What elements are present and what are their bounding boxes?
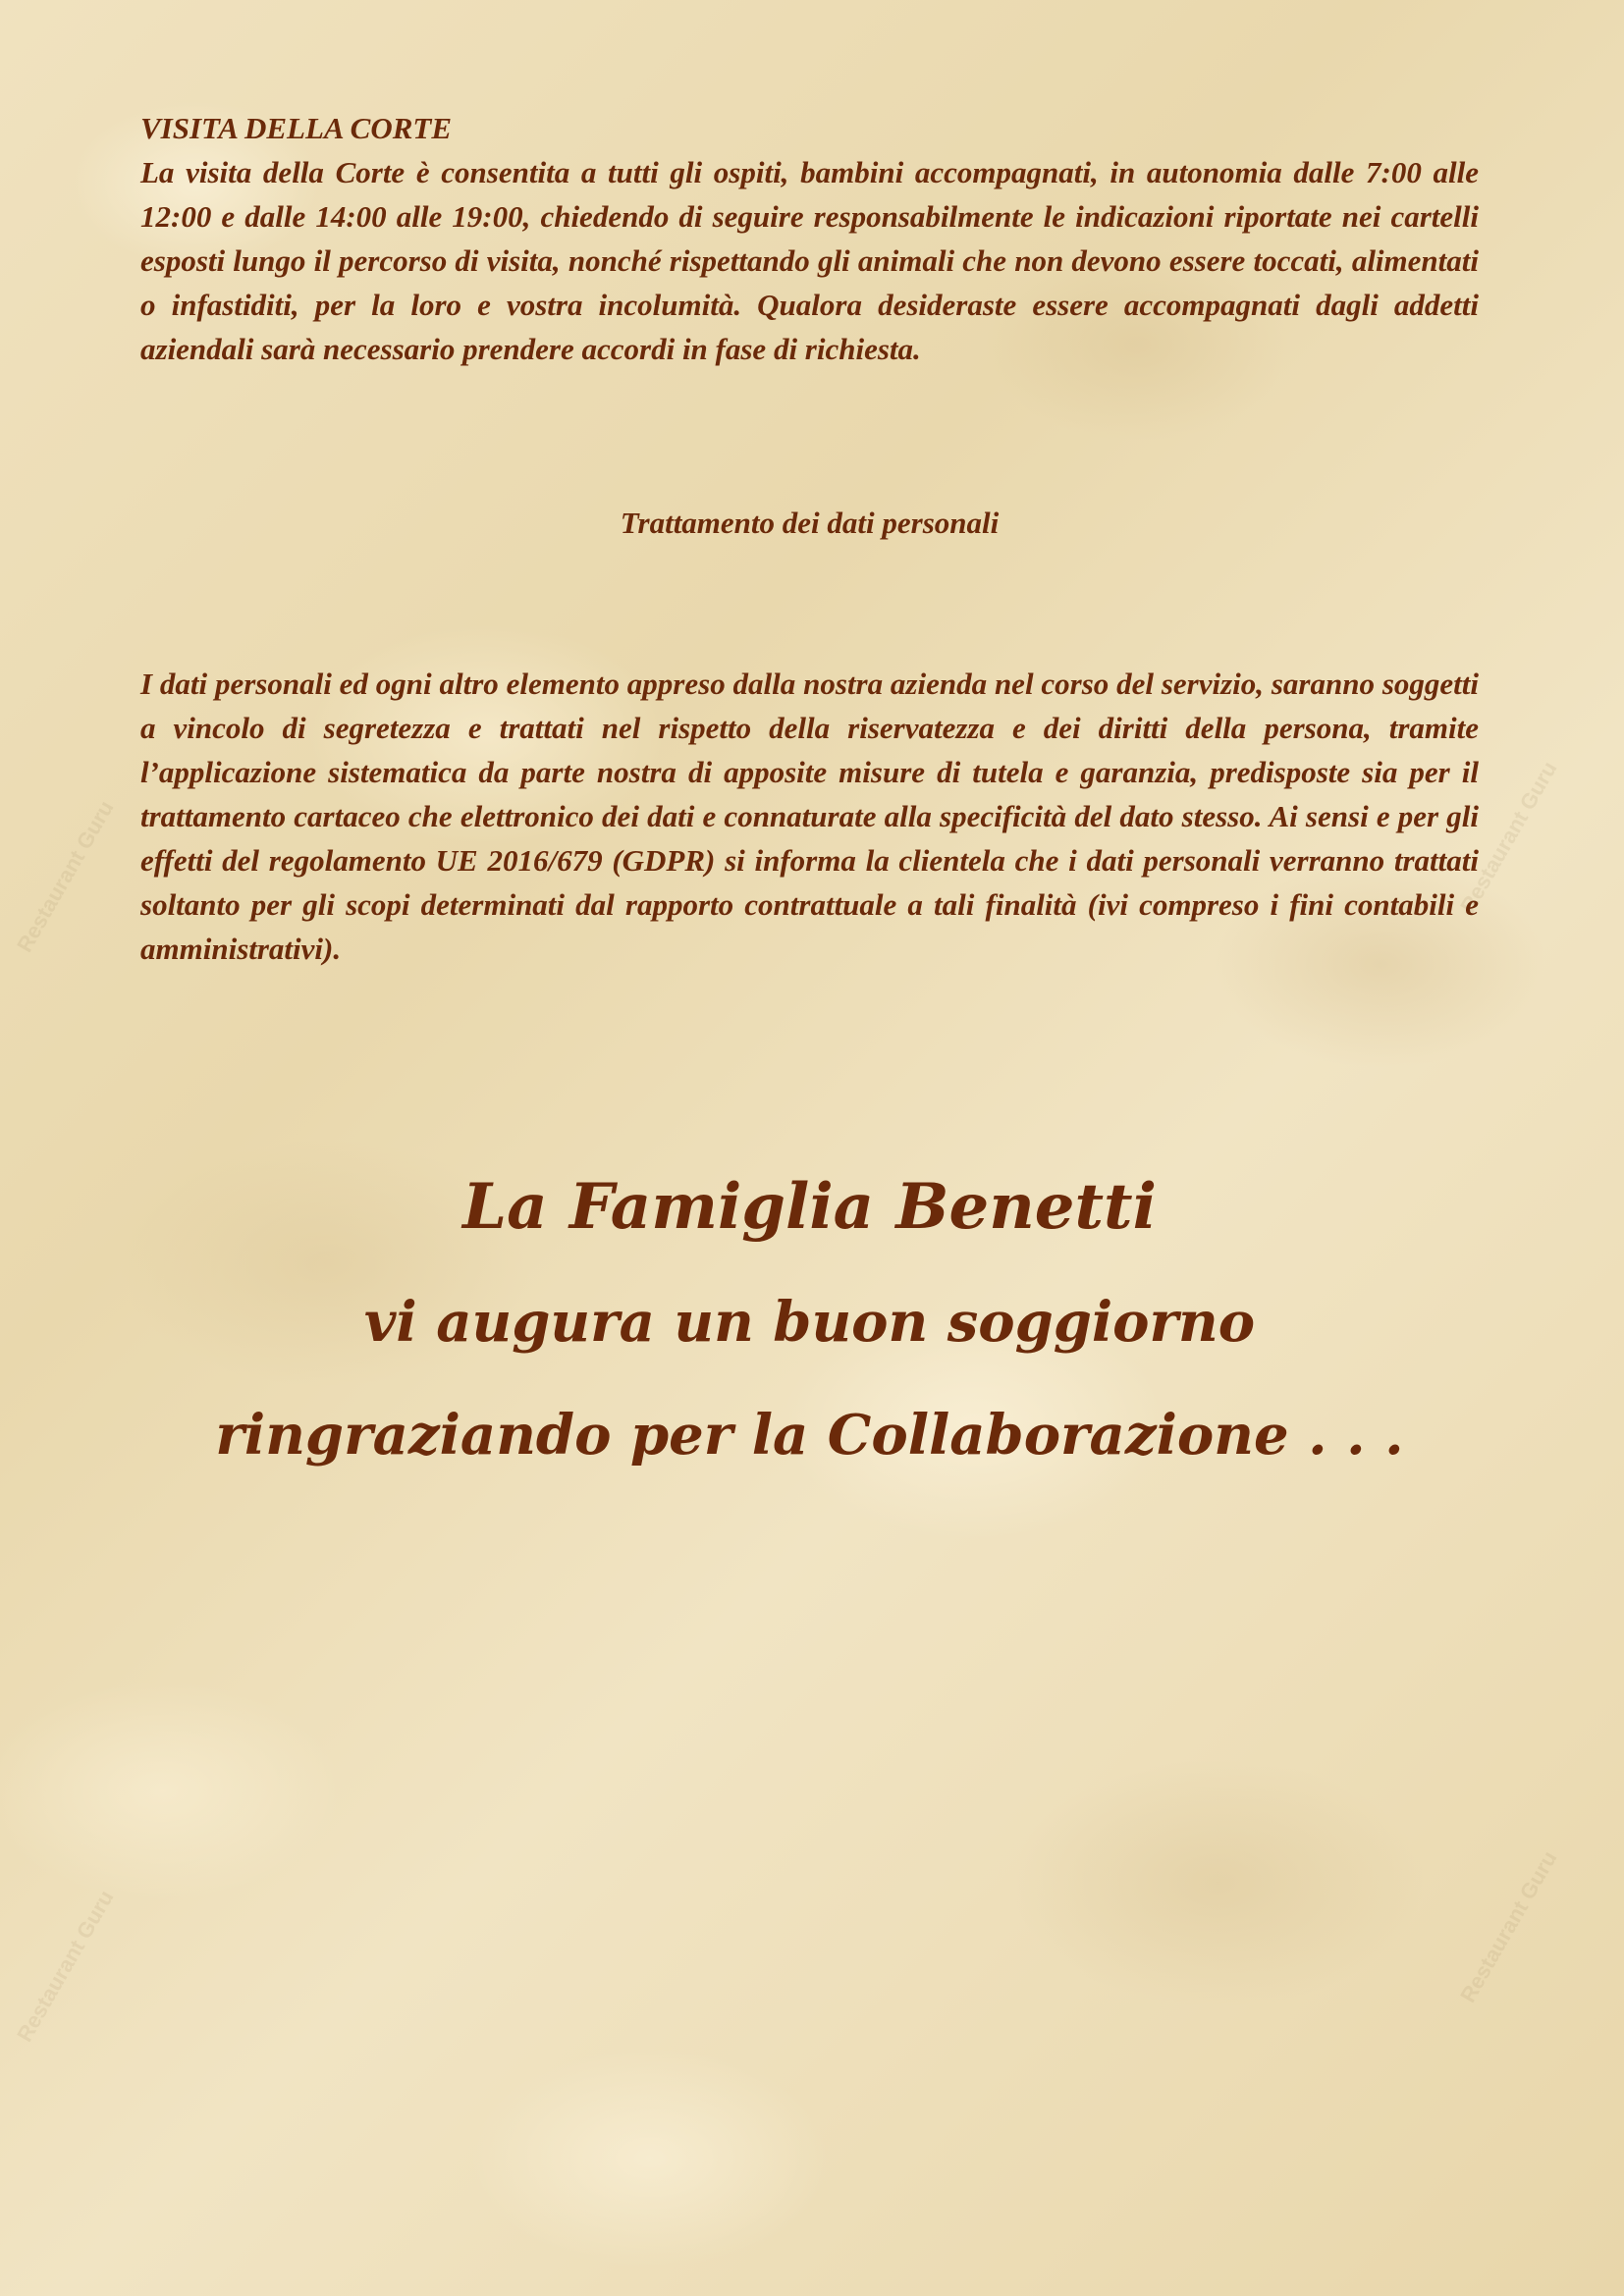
privacy-title: Trattamento dei dati personali	[620, 506, 1000, 540]
watermark: Restaurant Guru	[1455, 757, 1562, 918]
closing-line-2: vi augura un buon soggiorno	[363, 1290, 1256, 1355]
visita-section	[140, 106, 1479, 371]
closing-line-3: ringraziando per la Collaborazione . . .	[215, 1403, 1404, 1468]
watermark: Restaurant Guru	[12, 1886, 119, 2047]
privacy-body: I dati personali ed ogni altro elemento appreso dalla nostra azienda nel corso del servizio, saranno soggetti a vincolo di segretezza e trattati nel rispetto della riservatezza e dei diritti della persona, tramite l’applicazione sistematica da parte nostra di apposite misure di tutela e garanzia, predisposte sia per il trattamento cartaceo che elettronico dei dati e connaturate alla specificità del dato stesso. Ai sensi e per gli effetti del regolamento UE 2016/679 (GDPR) si informa la clientela che i dati personali verranno trattati soltanto per gli scopi determinati dal rapporto contrattuale a tali finalità (ivi compreso i fini contabili e amministrativi).	[140, 667, 1479, 966]
watermark: Restaurant Guru	[1455, 1846, 1562, 2007]
visita-body: La visita della Corte è consentita a tutti gli ospiti, bambini accompagnati, in autonomia dalle 7:00 alle 12:00 e dalle 14:00 alle 19:00, chiedendo di seguire responsabilmente le indicazioni riportate nei cartelli esposti lungo il percorso di visita, nonché rispettando gli animali che non devono essere toccati, alimentati o infastiditi, per la loro e vostra incolumità. Qualora desideraste essere accompagnati dagli addetti aziendali sarà necessario prendere accordi in fase di richiesta.	[140, 155, 1479, 366]
closing-line-1: La Famiglia Benetti	[462, 1170, 1157, 1244]
watermark: Restaurant Guru	[12, 796, 119, 957]
visita-title: VISITA DELLA CORTE	[140, 111, 452, 145]
